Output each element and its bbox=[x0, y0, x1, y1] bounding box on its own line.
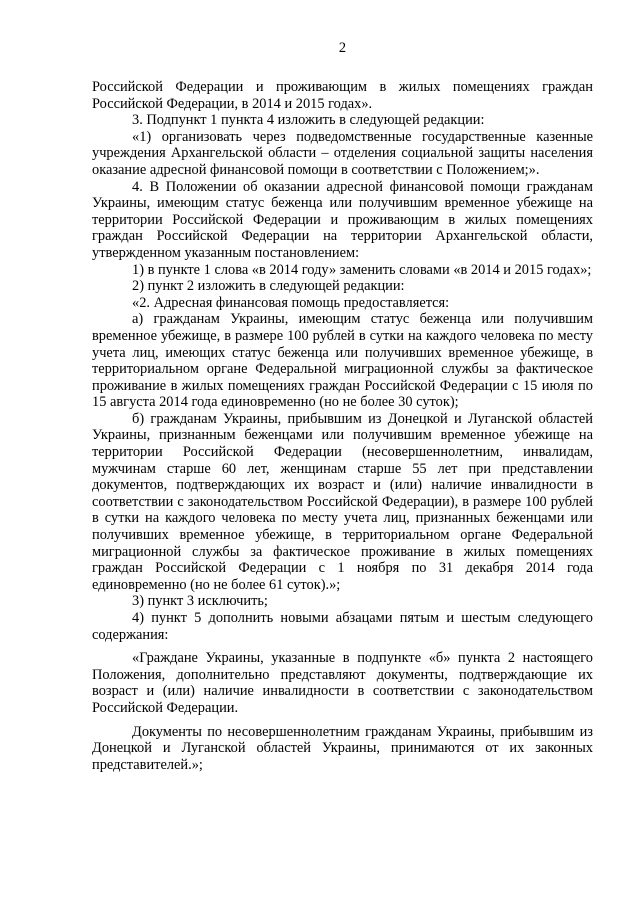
paragraph-item-3: 3. Подпункт 1 пункта 4 изложить в следующей редакции: bbox=[132, 112, 485, 129]
document-body bbox=[92, 79, 593, 773]
page-number: 2 bbox=[338, 40, 347, 56]
paragraph-item-4: 4. В Положении об оказании адресной финансовой помощи гражданам Украины, имеющим статус беженца или получившим временное убежище на территории Российской Федерации и проживающим в жилых помещениях граждан Российской Федерации на территории Архангельской области, утвержденном указанным постановлением: bbox=[92, 178, 593, 261]
paragraph-subitem-1: 1) в пункте 1 слова «в 2014 году» заменить словами «в 2014 и 2015 годах»; bbox=[132, 261, 592, 278]
paragraph-subitem-4: 4) пункт 5 дополнить новыми абзацами пятым и шестым следующего содержания: bbox=[92, 610, 593, 643]
paragraph-continuation: Российской Федерации и проживающим в жилых помещениях граждан Российской Федерации, в 2014 и 2015 годах». bbox=[92, 79, 593, 112]
paragraph-subitem-2: 2) пункт 2 изложить в следующей редакции: bbox=[132, 278, 405, 295]
paragraph-clause-2: «2. Адресная финансовая помощь предоставляется: bbox=[132, 294, 450, 311]
paragraph-clause-2a: а) гражданам Украины, имеющим статус беженца или получившим временное убежище, в размере 100 рублей в сутки на каждого человека по месту учета лиц, имеющих статус беженца или получивших временное убежище, в территориальном органе Федеральной миграционной службы за фактическое проживание в жилых помещениях граждан Российской Федерации с 15 июля по 15 августа 2014 года единовременно (но не более 30 суток); bbox=[92, 311, 593, 411]
paragraph-quote-1: «Граждане Украины, указанные в подпункте «б» пункта 2 настоящего Положения, дополнительно представляют документы, подтверждающие их возраст и (или) наличие инвалидности в соответствии с законодательством Российской Федерации. bbox=[92, 650, 593, 716]
paragraph-clause-2b: б) гражданам Украины, прибывшим из Донецкой и Луганской областей Украины, признанным беженцами или получившим временное убежище на территории Российской Федерации (несовершеннолетним, инвалидам, мужчинам старше 60 лет, женщинам старше 55 лет при представлении документов, подтверждающих их возраст и (или) наличие инвалидности в соответствии с законодательством Российской Федерации), в размере 100 рублей в сутки на каждого человека по месту учета лиц, признанных беженцами или получивших временное убежище, в территориальном органе Федеральной миграционной службы за фактическое проживание в жилых помещениях граждан Российской Федерации с 1 ноября по 31 декабря 2014 года единовременно (но не более 61 суток).»; bbox=[92, 410, 593, 593]
paragraph-item-3-text: «1) организовать через подведомственные государственные казенные учреждения Архангельской области – отделения социальной защиты населения оказание адресной финансовой помощи в соответствии с Положением;». bbox=[92, 128, 593, 178]
paragraph-subitem-3: 3) пункт 3 исключить; bbox=[132, 593, 268, 610]
paragraph-quote-2: Документы по несовершеннолетним гражданам Украины, прибывшим из Донецкой и Луганской областей Украины, принимаются от их законных представителей.»; bbox=[92, 723, 593, 773]
